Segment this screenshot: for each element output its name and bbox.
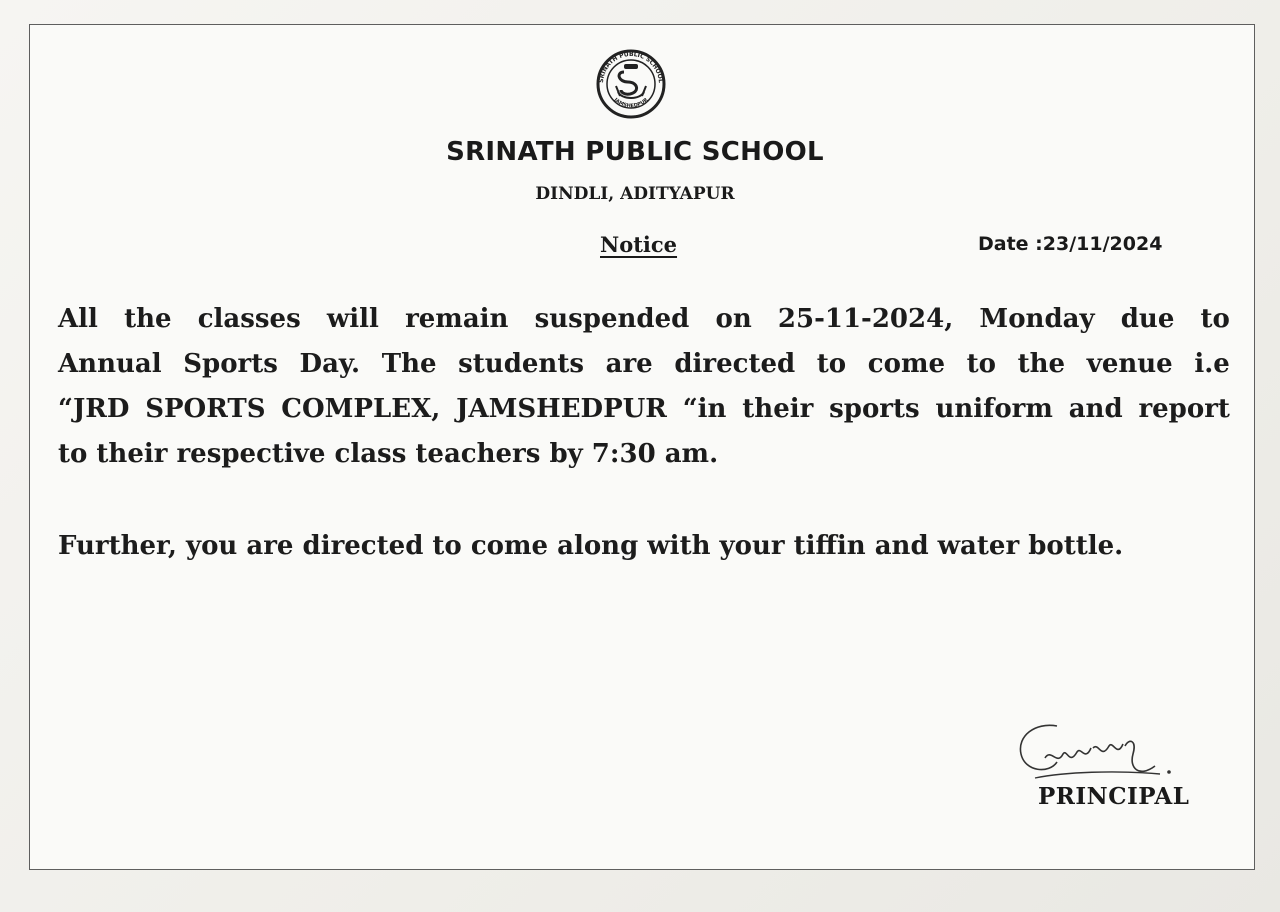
paragraph-word: “in	[682, 394, 727, 424]
paragraph-word: the	[1017, 349, 1066, 379]
paragraph-word: to their respective class teachers by 7:30 am.	[58, 439, 719, 469]
logo-text-top: SRINATH PUBLIC SCHOOL	[597, 50, 665, 84]
paragraph-word: JAMSHEDPUR	[456, 394, 667, 424]
paragraph-word: Annual	[58, 349, 162, 379]
paragraph-word: remain	[405, 304, 509, 334]
paragraph-1-line	[58, 387, 1230, 432]
notice-paragraph-1	[58, 297, 1230, 477]
paragraph-word: Monday	[979, 304, 1095, 334]
paragraph-word: SPORTS	[145, 394, 266, 424]
paragraph-word: “JRD	[58, 394, 130, 424]
paragraph-word: their	[742, 394, 814, 424]
paragraph-word: report	[1138, 394, 1230, 424]
paragraph-word: on	[715, 304, 752, 334]
paragraph-word: to	[1200, 304, 1230, 334]
school-name: SRINATH PUBLIC SCHOOL	[446, 137, 824, 167]
paragraph-word: suspended	[534, 304, 690, 334]
paragraph-word: 25-11-2024,	[777, 304, 954, 334]
paragraph-word: to	[816, 349, 847, 379]
notice-paragraph-2: Further, you are directed to come along with your tiffin and water bottle.	[58, 531, 1124, 561]
paragraph-word: directed	[674, 349, 796, 379]
paragraph-word: classes	[197, 304, 301, 334]
paragraph-1-line	[58, 342, 1230, 387]
logo-text-bottom: JAMSHEDPUR	[612, 97, 650, 110]
paragraph-word: due	[1120, 304, 1175, 334]
paragraph-word: will	[326, 304, 379, 334]
paragraph-word: the	[124, 304, 172, 334]
paragraph-word: to	[966, 349, 996, 379]
school-logo-seal	[588, 48, 674, 120]
paragraph-word: The	[381, 349, 437, 379]
paragraph-word: Sports	[183, 349, 278, 379]
notice-title: Notice	[600, 232, 678, 257]
notice-date: Date :23/11/2024	[978, 233, 1163, 255]
paragraph-1-line	[58, 297, 1230, 342]
paragraph-word: students	[458, 349, 584, 379]
paragraph-word: sports	[829, 394, 920, 424]
paragraph-1-line	[58, 432, 1230, 477]
signatory-title: PRINCIPAL	[1038, 783, 1190, 810]
paragraph-word: come	[867, 349, 946, 379]
paragraph-word: All	[58, 304, 98, 334]
paragraph-word: COMPLEX,	[281, 394, 441, 424]
paragraph-word: and	[1068, 394, 1123, 424]
paragraph-word: uniform	[935, 394, 1053, 424]
school-address: DINDLI, ADITYAPUR	[535, 184, 735, 204]
paragraph-word: venue	[1086, 349, 1173, 379]
paragraph-word: i.e	[1194, 349, 1230, 379]
paragraph-word: Day.	[299, 349, 361, 379]
paragraph-word: are	[605, 349, 653, 379]
